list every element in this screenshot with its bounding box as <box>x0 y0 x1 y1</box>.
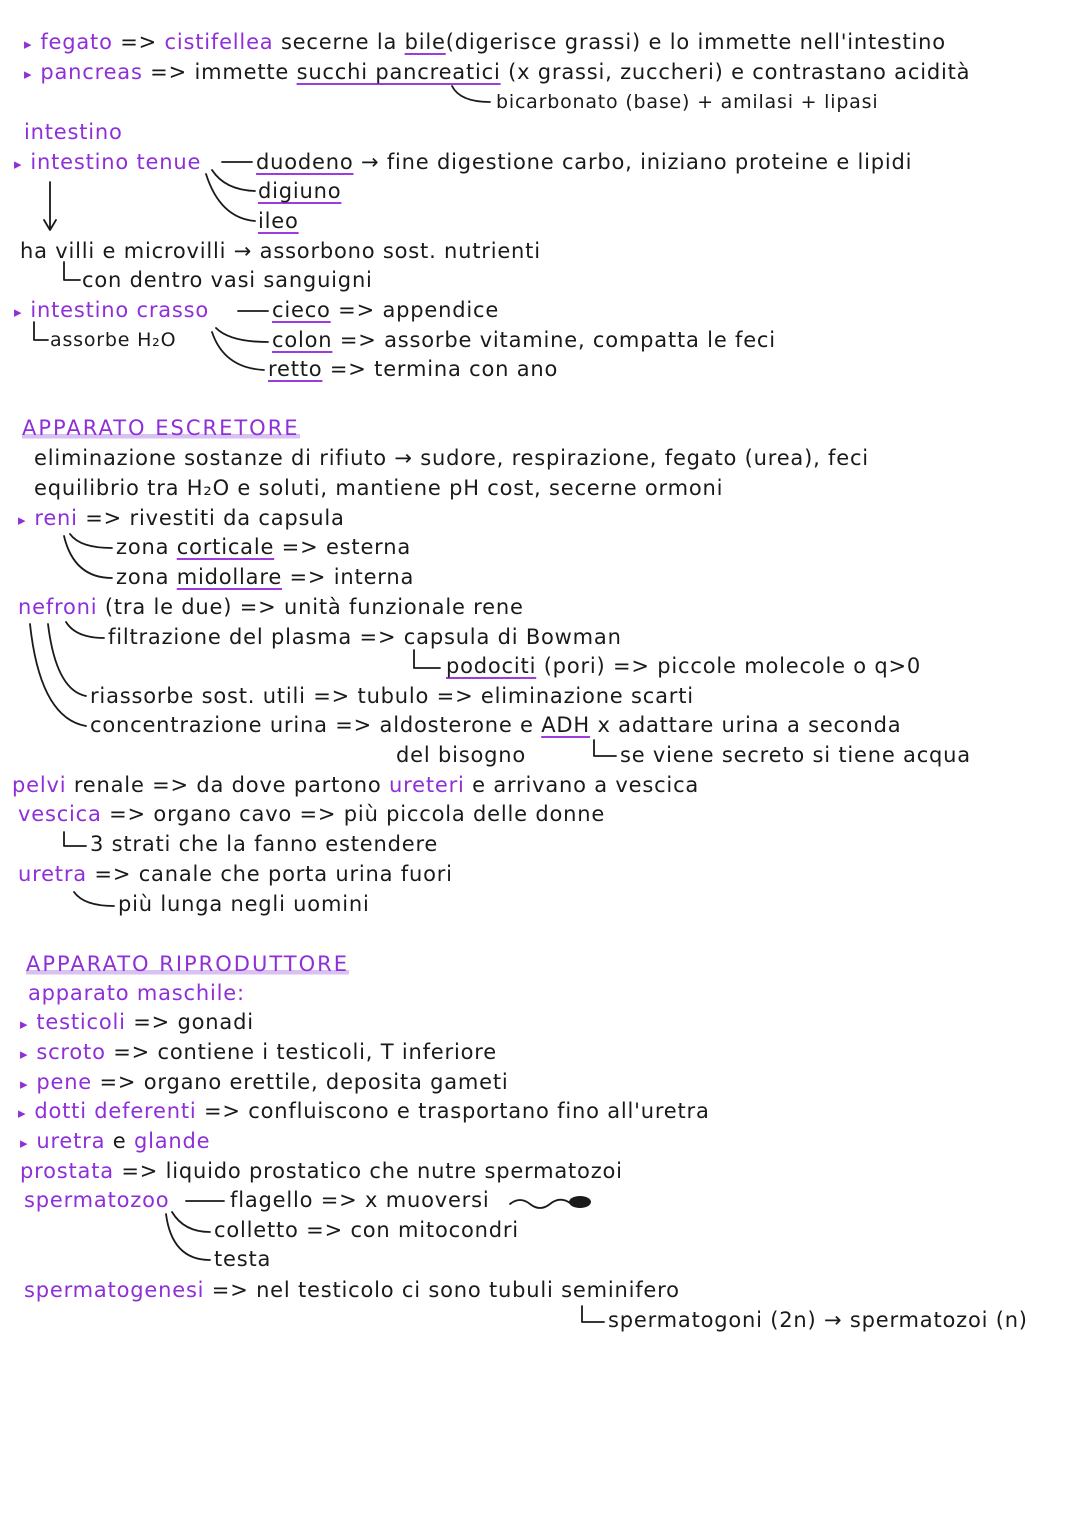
fegato-line <box>24 28 946 58</box>
text: zona <box>116 565 177 589</box>
term-intestino-tenue: intestino tenue <box>30 150 202 174</box>
text: => rivestiti da capsula <box>77 506 345 530</box>
arrow-hook-spermatogoni <box>582 1306 604 1322</box>
arrow-nefroni-filtrazione <box>66 622 104 638</box>
arrow-hook-strati <box>64 832 86 846</box>
text: ha villi e microvilli <box>20 239 227 263</box>
bullet-icon: ▸ <box>18 511 27 529</box>
prostata-line <box>20 1157 623 1185</box>
zona-midollare-line <box>116 563 414 591</box>
arrow-hook-secreto <box>594 740 616 756</box>
flagello-line: flagello => x muoversi <box>230 1188 490 1212</box>
heading-apparato-riproduttore: APPARATO RIPRODUTTORE <box>26 952 350 976</box>
term-testicoli: testicoli <box>36 1010 126 1034</box>
colon-line <box>272 326 776 354</box>
bicarbonato-line: bicarbonato (base) + amilasi + lipasi <box>496 91 879 113</box>
apparato-maschile-label: apparato maschile: <box>28 981 245 1005</box>
pancreas-line <box>24 58 970 88</box>
text: => nel testicolo ci sono tubuli seminifero <box>204 1278 680 1302</box>
spermatogoni-line: spermatogoni (2n) → spermatozoi (n) <box>608 1308 1028 1332</box>
term-pancreas: pancreas <box>40 60 143 84</box>
arrow-tenue-ileo <box>206 174 255 221</box>
assorbe-line: assorbe H₂O <box>50 329 177 351</box>
text: x adattare urina a seconda <box>589 713 902 737</box>
pelvi-line <box>12 771 699 799</box>
text: => contiene i testicoli, T inferiore <box>105 1040 497 1064</box>
text: (digerisce grassi) e lo immette nell'intestino <box>445 30 946 54</box>
retto-line <box>268 355 558 383</box>
text: e <box>105 1129 134 1153</box>
cieco-line <box>272 296 499 324</box>
term-intestino-crasso: intestino crasso <box>30 298 210 322</box>
term-cistifellea: cistifellea <box>164 30 274 54</box>
text: zona <box>116 535 177 559</box>
term-scroto: scroto <box>36 1040 106 1064</box>
zona-corticale-line <box>116 533 411 561</box>
arrow-hook-bicarbonato <box>452 86 490 102</box>
text: => confluiscono e trasportano fino all'uretra <box>196 1099 710 1123</box>
term-bile: bile <box>404 30 446 54</box>
term-digiuno: digiuno <box>258 179 342 203</box>
arrow-nefroni-concentrazione <box>30 624 86 726</box>
term-reni: reni <box>34 506 78 530</box>
text: => liquido prostatico che nutre spermatozoi <box>113 1159 623 1183</box>
testa-line: testa <box>214 1247 272 1271</box>
term-spermatogenesi: spermatogenesi <box>24 1278 205 1302</box>
uretra-line <box>18 860 453 888</box>
text: secerne la <box>273 30 405 54</box>
term-glande: glande <box>133 1129 211 1153</box>
filtrazione-line: filtrazione del plasma => capsula di Bowman <box>108 625 622 649</box>
bullet-icon: ▸ <box>20 1045 29 1063</box>
term-cieco: cieco <box>272 298 331 322</box>
arrow-crasso-colon <box>216 328 268 342</box>
arrow-down-tenue <box>44 182 56 230</box>
bullet-icon: ▸ <box>18 1104 27 1122</box>
text: => organo erettile, deposita gameti <box>92 1070 509 1094</box>
uretra-glande-line <box>20 1127 210 1157</box>
concentrazione-line <box>90 711 901 739</box>
term-uretra: uretra <box>18 862 87 886</box>
text: (tra le due) => unità funzionale rene <box>97 595 524 619</box>
term-corticale: corticale <box>176 535 275 559</box>
bullet-icon: ▸ <box>24 65 33 83</box>
text: => canale che porta urina fuori <box>86 862 453 886</box>
bisogno-line: del bisogno <box>396 743 527 767</box>
duodeno-line <box>256 148 912 176</box>
text: => gonadi <box>125 1010 254 1034</box>
term-pelvi: pelvi <box>12 773 67 797</box>
arrow-reni-midollare <box>64 536 112 578</box>
bullet-icon: ▸ <box>24 35 33 53</box>
arrow-spermatozoo-colletto <box>172 1212 210 1232</box>
pene-line <box>20 1068 509 1098</box>
term-ureteri: ureteri <box>389 773 465 797</box>
text: => termina con ano <box>322 357 559 381</box>
term-retto: retto <box>268 357 323 381</box>
text: => esterna <box>274 535 412 559</box>
intestino-crasso-line <box>14 296 209 326</box>
term-vescica: vescica <box>18 802 102 826</box>
term-spermatozoo: spermatozoo <box>24 1188 170 1212</box>
spermatogenesi-line <box>24 1276 680 1304</box>
text: => <box>112 30 165 54</box>
term-nefroni: nefroni <box>18 595 98 619</box>
bullet-icon: ▸ <box>20 1134 29 1152</box>
text: (x grassi, zuccheri) e contrastano acidità <box>500 60 971 84</box>
vescica-line <box>18 800 605 828</box>
term-colon: colon <box>272 328 333 352</box>
scroto-line <box>20 1038 497 1068</box>
term-succhi-pancreatici: succhi pancreatici <box>296 60 501 84</box>
bullet-icon: ▸ <box>20 1015 29 1033</box>
text: concentrazione urina => aldosterone e <box>90 713 542 737</box>
text: renale => da dove partono <box>66 773 390 797</box>
term-fegato: fegato <box>40 30 113 54</box>
arrow-uretra-lunga <box>74 892 114 906</box>
intestino-label: intestino <box>24 120 123 144</box>
term-uretra-r: uretra <box>36 1129 106 1153</box>
text: → fine digestione carbo, iniziano proteine e lipidi <box>353 150 913 174</box>
strati-line: 3 strati che la fanno estendere <box>90 832 439 856</box>
term-prostata: prostata <box>20 1159 114 1183</box>
sperm-head-icon <box>569 1196 591 1208</box>
text: => organo cavo => più piccola delle donne <box>101 802 606 826</box>
arrow-spermatozoo-testa <box>166 1214 210 1260</box>
heading-apparato-escretore: APPARATO ESCRETORE <box>22 416 300 440</box>
bullet-icon: ▸ <box>14 303 23 321</box>
bullet-icon: ▸ <box>14 155 23 173</box>
riassorbe-line: riassorbe sost. utili => tubulo => eliminazione scarti <box>90 684 694 708</box>
secreto-line: se viene secreto si tiene acqua <box>620 743 971 767</box>
text: => interna <box>282 565 415 589</box>
testicoli-line <box>20 1008 254 1038</box>
villi-line <box>20 237 541 265</box>
term-ileo: ileo <box>258 209 299 233</box>
term-pene: pene <box>36 1070 93 1094</box>
term-adh: ADH <box>541 713 590 737</box>
reni-line <box>18 504 345 534</box>
term-duodeno: duodeno <box>256 150 354 174</box>
nefroni-line <box>18 593 524 621</box>
intestino-tenue-line <box>14 148 201 178</box>
text: => appendice <box>330 298 500 322</box>
escretore-line-1: eliminazione sostanze di rifiuto → sudore, respirazione, fegato (urea), feci <box>34 446 869 470</box>
term-midollare: midollare <box>176 565 283 589</box>
vasi-line: con dentro vasi sanguigni <box>82 268 373 292</box>
arrow-tenue-digiuno <box>212 170 255 191</box>
dotti-line <box>18 1097 710 1127</box>
bullet-icon: ▸ <box>20 1075 29 1093</box>
text: → assorbono sost. nutrienti <box>226 239 541 263</box>
lunga-line: più lunga negli uomini <box>118 892 370 916</box>
arrow-crasso-retto <box>212 332 264 370</box>
text: (pori) => piccole molecole o q>0 <box>536 654 922 678</box>
arrow-hook-podociti <box>414 650 440 668</box>
colletto-line: colletto => con mitocondri <box>214 1218 519 1242</box>
term-podociti: podociti <box>446 654 537 678</box>
text: => assorbe vitamine, compatta le feci <box>332 328 776 352</box>
arrow-nefroni-riassorbe <box>48 624 86 696</box>
podociti-line <box>446 652 921 680</box>
arrow-reni-corticale <box>70 534 112 548</box>
escretore-line-2: equilibrio tra H₂O e soluti, mantiene pH cost, secerne ormoni <box>34 476 724 500</box>
text: e arrivano a vescica <box>464 773 700 797</box>
sperm-tail-icon <box>510 1200 570 1208</box>
term-dotti-deferenti: dotti deferenti <box>34 1099 197 1123</box>
text: => immette <box>142 60 297 84</box>
